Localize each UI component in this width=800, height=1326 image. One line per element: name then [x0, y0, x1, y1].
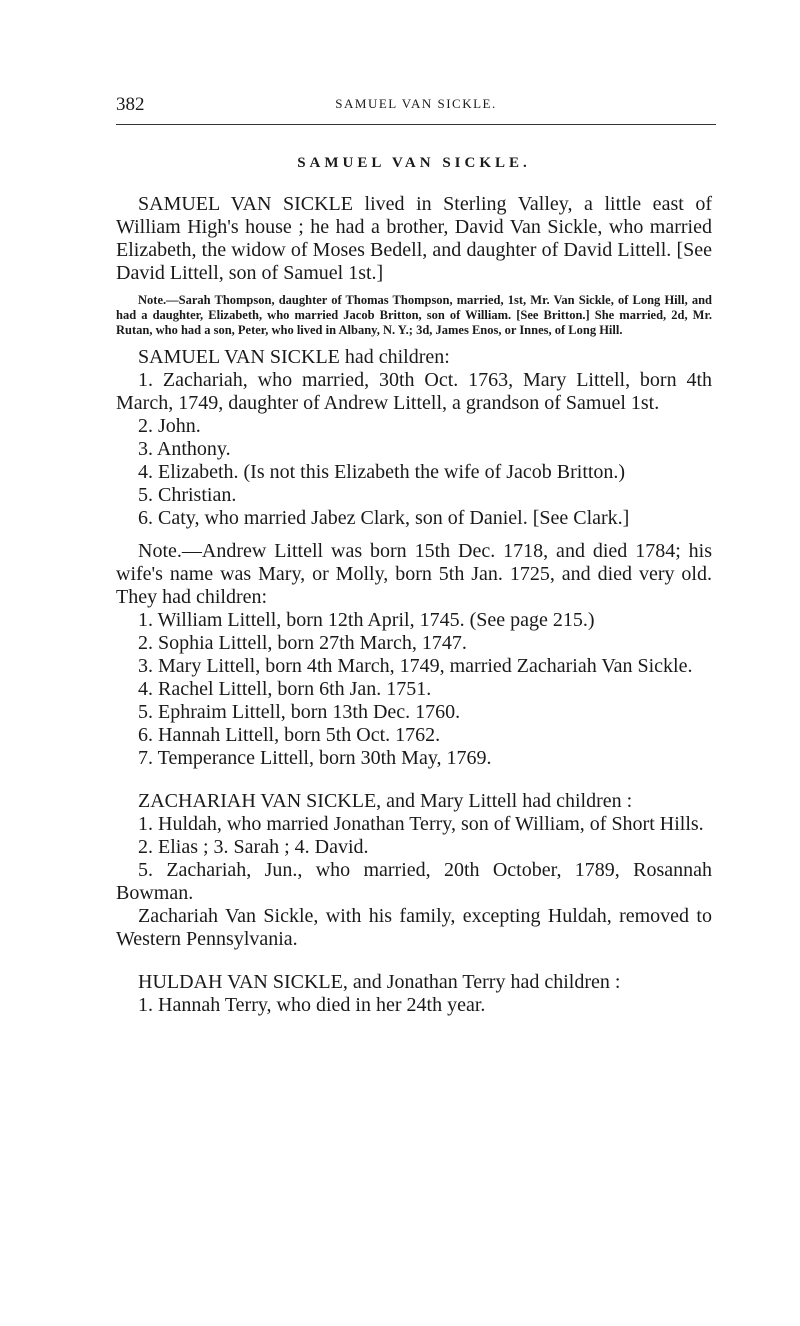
list-item: 2. Elias ; 3. Sarah ; 4. David. [138, 836, 369, 858]
huldah-heading: HULDAH VAN SICKLE, and Jonathan Terry had children : [138, 971, 621, 993]
list-item: 4. Rachel Littell, born 6th Jan. 1751. [138, 678, 432, 700]
list-item: 3. Mary Littell, born 4th March, 1749, married Zachariah Van Sickle. [138, 655, 693, 677]
list-item: 5. Christian. [138, 484, 237, 506]
children-heading: SAMUEL VAN SICKLE had children: [138, 346, 450, 368]
list-item: 2. John. [138, 415, 201, 437]
list-item: 6. Hannah Littell, born 5th Oct. 1762. [138, 724, 441, 746]
andrew-children-list [116, 609, 712, 770]
zachariah-children-list [116, 813, 712, 951]
page-body [116, 152, 712, 1017]
running-head: SAMUEL VAN SICKLE. [335, 96, 497, 111]
list-item: 1. William Littell, born 12th April, 1745. (See page 215.) [138, 609, 595, 631]
list-item: 7. Temperance Littell, born 30th May, 1769. [138, 747, 492, 769]
list-item: Zachariah Van Sickle, with his family, excepting Huldah, removed to Western Pennsylvania. [116, 905, 712, 950]
list-item: 4. Elizabeth. (Is not this Elizabeth the wife of Jacob Britton.) [138, 461, 626, 483]
zachariah-heading: ZACHARIAH VAN SICKLE, and Mary Littell had children : [138, 790, 633, 812]
list-item: 2. Sophia Littell, born 27th March, 1747. [138, 632, 467, 654]
list-item: 1. Zachariah, who married, 30th Oct. 1763, Mary Littell, born 4th March, 1749, daughter of Andrew Littell, a grandson of Samuel 1st. [116, 369, 712, 414]
page-number: 382 [116, 94, 145, 115]
list-item: 5. Zachariah, Jun., who married, 20th October, 1789, Rosannah Bowman. [116, 859, 712, 904]
huldah-children-list [116, 994, 712, 1017]
list-item: 3. Anthony. [138, 438, 231, 460]
andrew-littell-note: Note.—Andrew Littell was born 15th Dec. 1718, and died 1784; his wife's name was Mary, or Molly, born 5th Jan. 1725, and died very old. They had children: [116, 540, 712, 608]
list-item: 5. Ephraim Littell, born 13th Dec. 1760. [138, 701, 461, 723]
intro-paragraph: SAMUEL VAN SICKLE lived in Sterling Valley, a little east of William High's house ; he had a brother, David Van Sickle, who married Elizabeth, the widow of Moses Bedell, and daughter of David Littell. [See David Littell, son of Samuel 1st.] [116, 193, 712, 284]
list-item: 6. Caty, who married Jabez Clark, son of Daniel. [See Clark.] [138, 507, 630, 529]
section-title: SAMUEL VAN SICKLE. [297, 155, 531, 171]
thompson-note: Note.—Sarah Thompson, daughter of Thomas Thompson, married, 1st, Mr. Van Sickle, of Long Hill, and had a daughter, Elizabeth, who married Jacob Britton, son of William. [See Britton.] She married, 2d, Mr. Rutan, who had a son, Peter, who lived in Albany, N. Y.; 3d, James Enos, or Innes, of Long Hill. [116, 293, 712, 337]
header-rule [116, 124, 716, 125]
list-item: 1. Huldah, who married Jonathan Terry, son of William, of Short Hills. [138, 813, 704, 835]
page-header [116, 94, 716, 128]
children-list [116, 369, 712, 530]
list-item: 1. Hannah Terry, who died in her 24th year. [138, 994, 486, 1016]
